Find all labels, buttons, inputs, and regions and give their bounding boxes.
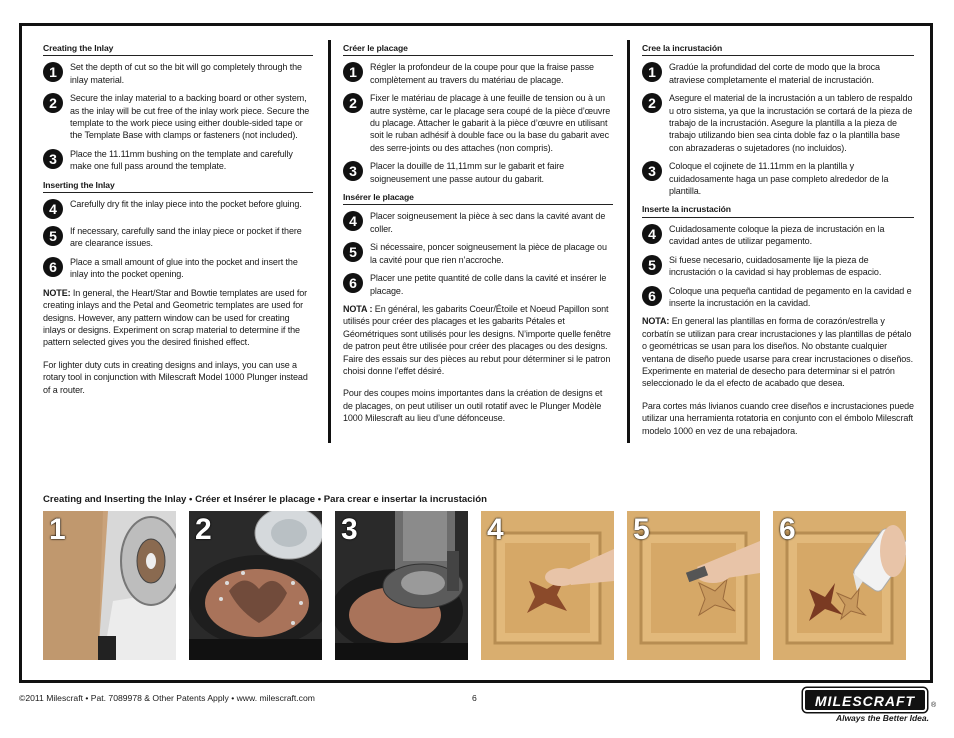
step-3: [43, 148, 313, 173]
photo-number: 4: [487, 513, 504, 546]
photo-step-2: [189, 511, 322, 660]
step-text: Coloque una pequeña cantidad de pegamento en la cavidad e inserte la incrustación en la cavidad.: [669, 285, 912, 308]
step-text: Cuidadosamente coloque la pieza de incrustación en la cavidad antes de utilizar pegamento.: [669, 223, 885, 247]
step-text: Place the 11.11mm bushing on the template and carefully make one full pass around the template.: [70, 148, 293, 172]
step-number: 5: [642, 255, 662, 275]
step-text: Set the depth of cut so the bit will go completely through the inlay material.: [70, 62, 302, 85]
photo-step-1: [43, 511, 176, 660]
step-number: 4: [642, 224, 662, 244]
step-number: 3: [43, 149, 63, 169]
step-text: Placer soigneusement la pièce à sec dans la cavité avant de coller.: [370, 211, 606, 234]
photo-number: 6: [779, 513, 796, 546]
step-3: [642, 160, 914, 197]
note-label: NOTE:: [43, 287, 71, 298]
photo-step-5: [627, 511, 760, 660]
step-number: 6: [642, 286, 662, 306]
page-number: 6: [472, 693, 477, 703]
step-text: Place a small amount of glue into the pocket and insert the inlay into the pocket opening.: [70, 256, 298, 280]
milescraft-logo: [803, 688, 937, 723]
step-text: Gradúe la profundidad del corte de modo que la broca atraviese completamente el material de incrustación.: [669, 62, 880, 85]
note-paragraph: [43, 287, 313, 349]
step-text: Régler la profondeur de la coupe pour que la fraise passe complètement au travers du matériau de placage.: [370, 62, 594, 85]
step-text: Fixer le matériau de placage à une feuille de tension ou à un autre système, car le placage sera coupé de la pièce d’œuvre du placage. Attacher le gabarit à la pièce d’œuvre en utilisant soit le ruban adhésif à double face ou la base du gabarit avec des serre-joints ou des attaches (non compris).: [370, 93, 611, 153]
step-3: [343, 160, 613, 185]
note-text: En général, les gabarits Coeur/Étoile et Noeud Papillon sont utilisés pour créer des placages et les gabarits Pétales et Géométriques sont utilisés pour les designs. N’importe quelle fenêtre de patron peut être utilisée pour créer des placages ou des designs. Faire des essais sur des pièces au rebut pour déterminer si le patron choisi donne l’effet désiré.: [343, 303, 611, 376]
section-heading: Inserting the Inlay: [43, 179, 313, 193]
step-number: 1: [343, 62, 363, 82]
step-number: 5: [343, 242, 363, 262]
step-text: Asegure el material de la incrustación a un tablero de respaldo u otro sistema, ya que la incrustación se cortará de la pieza de trabajo de la incrustación. Asegure la plantilla a la pieza de trabajo utilizando bien sea cinta doble faz o la plantilla base con abrazaderas o sujetadores (no incluidos).: [669, 93, 913, 153]
step-2: [343, 92, 613, 154]
photo-strip: [43, 511, 906, 660]
step-1: [43, 61, 313, 86]
step-text: Si nécessaire, poncer soigneusement la pièce de placage ou la cavité pour que rien n’accroche.: [370, 242, 607, 265]
step-2: [43, 92, 313, 142]
step-4: [343, 210, 613, 235]
note-paragraph: [642, 315, 914, 389]
section-heading: Inserte la incrustación: [642, 203, 914, 217]
section-heading: Cree la incrustación: [642, 42, 914, 56]
step-text: Placer une petite quantité de colle dans la cavité et insérer le placage.: [370, 273, 607, 296]
photo-number: 5: [633, 513, 650, 546]
spanish-column: [642, 42, 914, 447]
photo-number: 3: [341, 513, 358, 546]
photo-number: 1: [49, 513, 66, 546]
step-5: [43, 225, 313, 250]
step-text: Coloque el cojinete de 11.11mm en la plantilla y cuidadosamente haga un pase completo alrededor de la plantilla.: [669, 161, 889, 197]
logo-tagline: Always the Better Idea.: [835, 713, 929, 723]
step-6: [343, 272, 613, 297]
step-number: 2: [642, 93, 662, 113]
step-number: 1: [43, 62, 63, 82]
step-4: [43, 198, 313, 219]
step-6: [642, 285, 914, 310]
rotary-tool-paragraph: Para cortes más livianos cuando cree diseños e incrustaciones puede utilizar una herramienta rotatoria en conjunto con el émbolo Milescraft modelo 1000 en vez de una rebajadora.: [642, 400, 914, 436]
photo-step-6: [773, 511, 906, 660]
step-number: 2: [343, 93, 363, 113]
step-text: Carefully dry fit the inlay piece into the pocket before gluing.: [70, 199, 302, 210]
column-divider: [627, 40, 630, 443]
section-heading: Creating the Inlay: [43, 42, 313, 56]
step-5: [642, 254, 914, 279]
step-text: Si fuese necesario, cuidadosamente lije la pieza de incrustación o la cavidad si hay problemas de espacio.: [669, 254, 882, 278]
english-column: [43, 42, 313, 406]
note-text: In general, the Heart/Star and Bowtie templates are used for creating inlays and the Petal and Geometric templates are used for designs. However, any pattern window can be used for creating inlays or designs. Experiment on scrap material to determine if the pattern selected gives you the desired finished effect.: [43, 287, 308, 348]
column-divider: [328, 40, 331, 443]
rotary-tool-paragraph: Pour des coupes moins importantes dans la création de designs et de placages, on peut utiliser un outil rotatif avec le Plunger Modèle 1000 Milescraft au lieu d’une défonceuse.: [343, 388, 603, 424]
step-1: [343, 61, 613, 86]
step-text: Placer la douille de 11,11mm sur le gabarit et faire soigneusement une passe autour du gabarit.: [370, 161, 565, 184]
note-label: NOTA:: [642, 316, 670, 327]
step-number: 3: [642, 161, 662, 181]
step-number: 2: [43, 93, 63, 113]
photo-step-4: [481, 511, 614, 660]
footer-copyright: ©2011 Milescraft • Pat. 7089978 & Other Patents Apply • www. milescraft.com: [19, 693, 315, 703]
section-heading: Créer le placage: [343, 42, 613, 56]
logo-wordmark: MILESCRAFT: [803, 688, 927, 712]
step-5: [343, 241, 613, 266]
step-4: [642, 223, 914, 248]
registered-mark: ®: [931, 702, 937, 709]
step-2: [642, 92, 914, 154]
step-text: Secure the inlay material to a backing board or other system, as the inlay will be cut free of the inlay work piece. Secure the template to the work piece using either double-sided tape or the Template Base with clamps or fasteners (not included).: [70, 93, 310, 141]
step-number: 3: [343, 161, 363, 181]
step-number: 6: [343, 273, 363, 293]
note-paragraph: [343, 303, 613, 377]
step-6: [43, 256, 313, 281]
step-number: 5: [43, 226, 63, 246]
step-number: 6: [43, 257, 63, 277]
step-1: [642, 61, 914, 86]
photo-number: 2: [195, 513, 212, 546]
page-frame: [19, 23, 933, 683]
photo-step-3: [335, 511, 468, 660]
step-number: 1: [642, 62, 662, 82]
step-number: 4: [43, 199, 63, 219]
note-text: En general las plantillas en forma de corazón/estrella y corbatín se utilizan para crear incrustaciones y las plantillas de pétalo o geométricas se usan para los diseños. No obstante cualquier ventana de diseño puede usarse para crear incrustaciones o diseños. Experimente en material de desecho para determinar si el patrón seleccionado le da el efecto de acabado que desea.: [642, 316, 913, 389]
step-number: 4: [343, 211, 363, 231]
photos-header: Creating and Inserting the Inlay • Créer et Insérer le placage • Para crear e insertar la incrustación: [43, 494, 487, 505]
step-text: If necessary, carefully sand the inlay piece or pocket if there are clearance issues.: [70, 226, 302, 249]
french-column: [343, 42, 613, 435]
rotary-tool-paragraph: For lighter duty cuts in creating designs and inlays, you can use a rotary tool in conjunction with Milescraft Model 1000 Plunger instead of a router.: [43, 359, 308, 395]
section-heading: Insérer le placage: [343, 191, 613, 205]
note-label: NOTA :: [343, 303, 373, 314]
